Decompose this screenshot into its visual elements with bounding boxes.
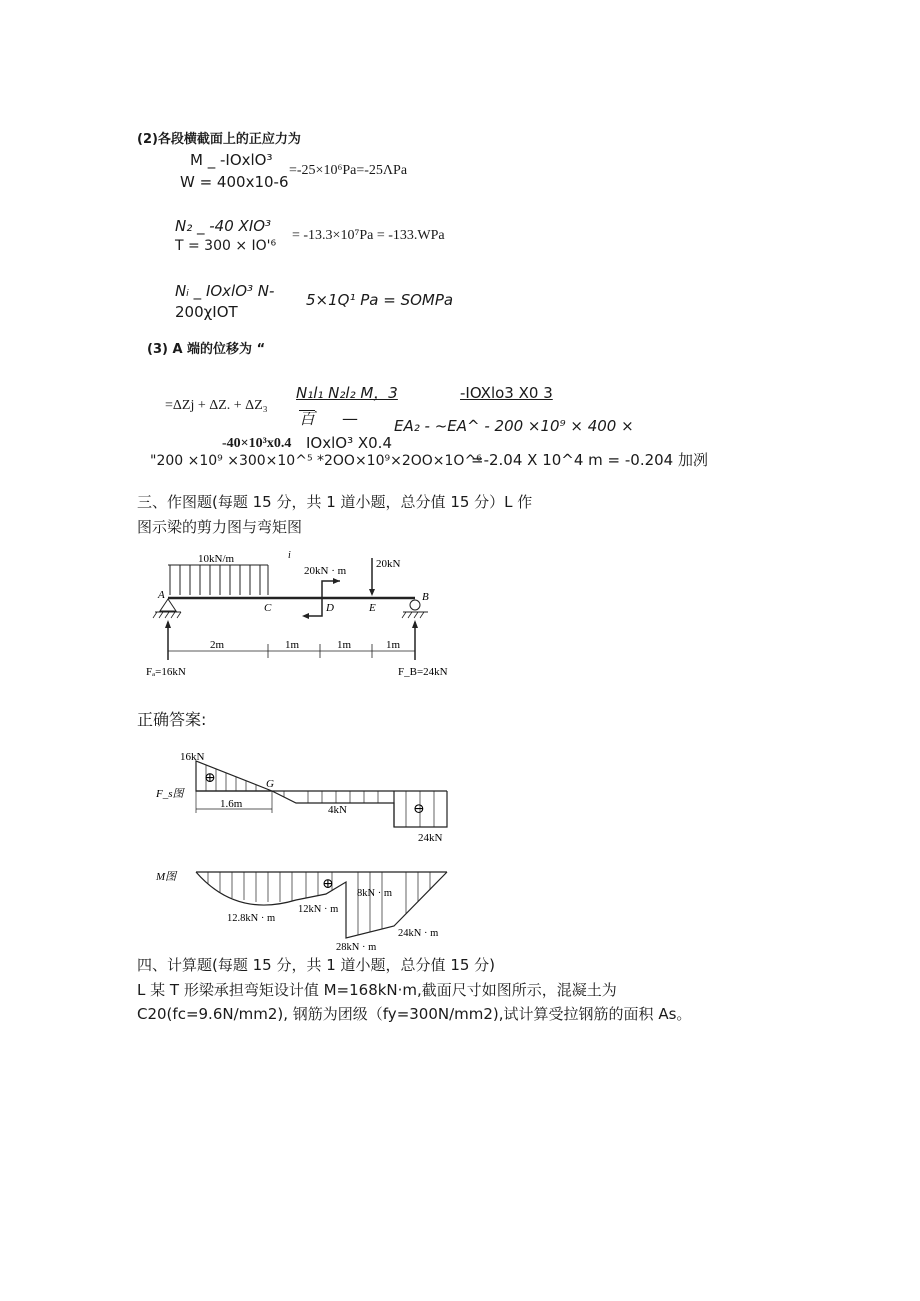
displacement-result: =-2.04 X 10^4 m = -0.204 加冽 [471, 451, 708, 469]
shear-diagram [150, 747, 460, 847]
shear-mid-value: 4kN [328, 804, 347, 816]
arrow-symbol: 百 [299, 411, 316, 428]
moment-value-3: 8kN · m [357, 888, 392, 899]
moment-diagram-label: M图 [156, 871, 177, 883]
shear-minus-sign: ⊖ [413, 802, 425, 817]
displacement-line2: EA₂ - ~EA^ - 200 ×10⁹ × 400 × [394, 417, 634, 435]
distributed-load-arrows [170, 565, 268, 595]
eq1-numerator: M _ -IOxlO³ [190, 151, 273, 169]
point-E: E [369, 602, 376, 614]
moment-value-2: 12kN · m [298, 904, 339, 915]
section4-line2: C20(fc=9.6N∕mm2), 钢筋为团级（fy=300N∕mm2),试计算受拉钢筋的面积 As。 [137, 1005, 692, 1023]
span-3: 1m [337, 639, 352, 651]
reaction-B-label: F_B=24kN [398, 666, 448, 678]
moment-plus-sign: ⊕ [322, 877, 334, 892]
force-label: 20kN [376, 558, 401, 570]
shear-left-value: 16kN [180, 751, 205, 763]
eq1-denominator: W = 400x10-6 [180, 173, 289, 191]
moment-value-4: 28kN · m [336, 942, 377, 953]
displacement-line4: "200 ×10⁹ ×300×10^⁵ *2OO×10⁹×2OO×1O^⁶ [150, 453, 482, 469]
point-A: A [158, 589, 165, 601]
eq2-result: = -13.3×10⁷Pa = -133.WPa [292, 228, 445, 243]
shear-right-value: 24kN [418, 832, 443, 844]
point-B: B [422, 591, 429, 603]
moment-value-1: 12.8kN · m [227, 913, 276, 924]
span-1: 2m [210, 639, 225, 651]
displacement-fraction-top-right: -IOXlo3 X0 3 [460, 384, 553, 402]
shear-diagram-label: F_s图 [156, 788, 184, 800]
eq3-numerator: Nᵢ _ IOxlO³ N- [175, 282, 275, 300]
part2-heading: (2)各段横截面上的正应力为 [137, 132, 301, 147]
displacement-line3-bold: -40×10³x0.4 [222, 436, 292, 451]
load-q-label: 10kN/m [198, 553, 235, 565]
shear-distance: 1.6m [220, 798, 243, 810]
part3-heading: (3) A 端的位移为 “ [147, 342, 266, 357]
point-G: G [266, 778, 274, 790]
reaction-A-label: Fₐ=16kN [146, 666, 186, 678]
eq3-denominator: 200χIOT [175, 303, 238, 321]
section3-subtitle: 图示梁的剪力图与弯矩图 [137, 518, 303, 536]
displacement-sum: =ΔZj + ΔZ. + ΔZ₃ [165, 398, 268, 413]
section4-title: 四、计算题(每题 15 分，共 1 道小题，总分值 15 分) [137, 956, 496, 974]
eq1-result: =-25×10⁶Pa=-25ΛPa [289, 163, 408, 178]
point-C: C [264, 602, 272, 614]
moment-label: 20kN · m [304, 565, 347, 577]
minus-sign: — [342, 409, 358, 428]
eq2-numerator: N₂ _ -40 XIO³ [175, 217, 272, 235]
moment-value-5: 24kN · m [398, 928, 439, 939]
moment-diagram [150, 858, 460, 958]
beam-diagram [140, 548, 460, 683]
point-D: D [326, 602, 334, 614]
section4-line1: L 某 T 形梁承担弯矩设计值 M=168kN·m,截面尺寸如图所示，混凝土为 [137, 981, 617, 999]
span-2: 1m [285, 639, 300, 651]
section3-title: 三、作图题(每题 15 分，共 1 道小题，总分值 15 分）L 作 [137, 493, 533, 511]
eq2-denominator: T = 300 × IO'⁶ [175, 238, 277, 254]
answer-label: 正确答案: [137, 710, 207, 729]
shear-plus-sign: ⊕ [204, 771, 216, 786]
displacement-fraction-top: N₁l₁ N₂l₂ M，3 [296, 384, 398, 402]
displacement-line3: IOxlO³ X0.4 [306, 434, 392, 452]
eq3-result: 5×1Q¹ Pa = SOMPa [306, 291, 454, 309]
span-4: 1m [386, 639, 401, 651]
mark-i: i [288, 550, 291, 561]
